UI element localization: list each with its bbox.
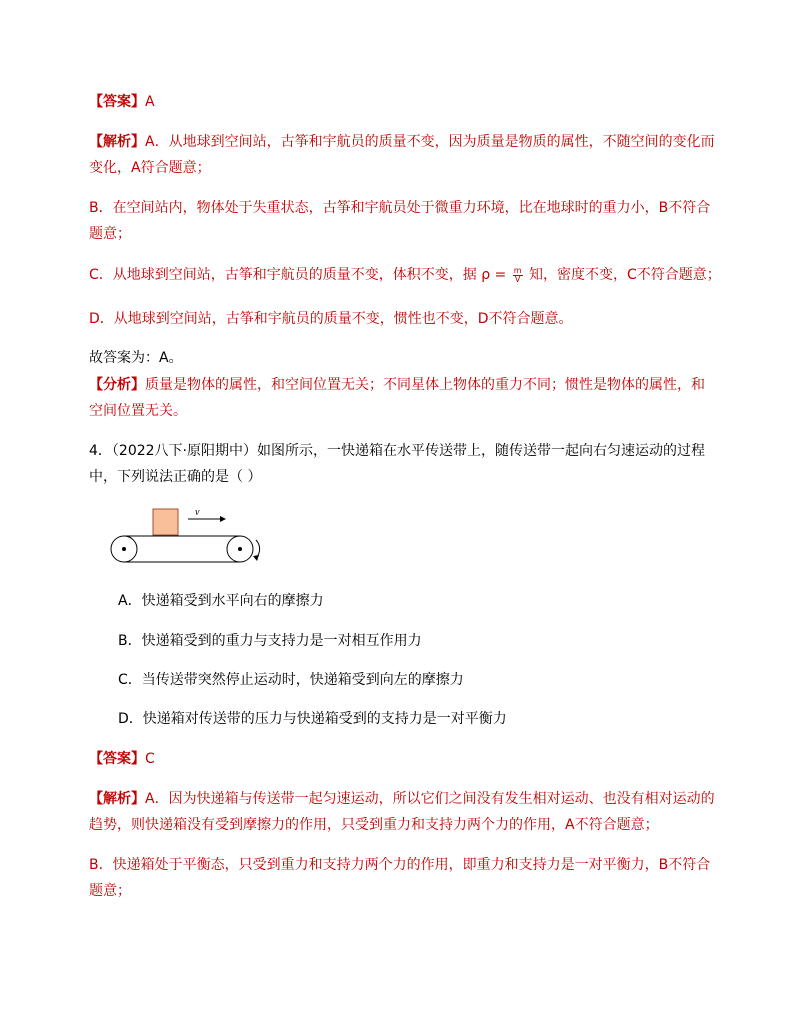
q3-point-line2: 空间位置无关。: [89, 403, 187, 419]
q4-analysis-a-line1: [89, 790, 715, 808]
q4-analysis-b-line2: 题意；: [89, 883, 131, 899]
analysis-c-pre: C．从地球到空间站，古筝和宇航员的质量不变，体积不变，据 ρ =: [89, 267, 511, 283]
answer-label: 【答案】: [89, 94, 145, 110]
velocity-label: v: [195, 507, 200, 518]
analysis-a-text: A．因为快递箱与传送带一起匀速运动，所以它们之间没有发生相对运动、也没有相对运动的: [145, 791, 715, 807]
q4-analysis-b-line1: B．快递箱处于平衡态，只受到重力和支持力两个力的作用，即重力和支持力是一对平衡力，B不符合: [89, 857, 711, 873]
density-formula-fraction: [513, 267, 523, 284]
answer-label: 【答案】: [89, 751, 145, 767]
analysis-c-post: 知，密度不变，C不符合题意；: [524, 267, 721, 283]
q3-analysis-b-line2: 题意；: [89, 226, 131, 242]
answer-value: C: [145, 751, 155, 767]
point-text: 质量是物体的属性，和空间位置无关；不同星体上物体的重力不同；惯性是物体的属性，和: [145, 377, 705, 393]
q3-analysis-c: [89, 266, 721, 284]
q4-answer-line: [89, 750, 155, 768]
analysis-label: 【解析】: [89, 791, 145, 807]
q3-analysis-b-line1: B．在空间站内，物体处于失重状态，古筝和宇航员处于微重力环境，比在地球时的重力小，B不符合: [89, 200, 711, 216]
q4-stem-line1: 4．（2022八下·原阳期中）如图所示，一快递箱在水平传送带上，随传送带一起向右匀速运动的过程: [89, 443, 705, 459]
fraction-numerator: m: [513, 265, 522, 275]
answer-value: A: [145, 94, 155, 110]
right-roller-axle: [238, 547, 242, 551]
fraction-denominator: V: [514, 274, 521, 284]
conveyor-belt-diagram: [110, 505, 270, 567]
point-label: 【分析】: [89, 377, 145, 393]
q3-conclusion: 故答案为：A。: [89, 350, 183, 366]
analysis-a-text: A．从地球到空间站，古筝和宇航员的质量不变，因为质量是物质的属性，不随空间的变化而: [145, 134, 715, 150]
q3-analysis-a-line1: [89, 133, 715, 151]
q3-analysis-a-line2: 变化，A符合题意；: [89, 160, 211, 176]
q3-answer-line: [89, 93, 155, 111]
velocity-arrowhead: [220, 516, 226, 522]
q4-option-c: C．当传送带突然停止运动时，快递箱受到向左的摩擦力: [118, 672, 464, 688]
q4-option-b: B．快递箱受到的重力与支持力是一对相互作用力: [118, 633, 422, 649]
q3-analysis-d: D．从地球到空间站，古筝和宇航员的质量不变，惯性也不变，D不符合题意。: [89, 311, 573, 327]
q4-option-a: A．快递箱受到水平向右的摩擦力: [118, 593, 324, 609]
q3-point-line1: [89, 376, 705, 394]
rotation-arrowhead: [253, 555, 259, 561]
left-roller-axle: [122, 547, 126, 551]
package-box: [153, 509, 178, 535]
q4-option-d: D．快递箱对传送带的压力与快递箱受到的支持力是一对平衡力: [118, 711, 507, 727]
conveyor-belt-figure: [110, 505, 270, 571]
analysis-label: 【解析】: [89, 134, 145, 150]
q4-analysis-a-line2: 趋势，则快递箱没有受到摩擦力的作用，只受到重力和支持力两个力的作用，A不符合题意；: [89, 817, 659, 833]
q4-stem-line2: 中，下列说法正确的是（ ）: [89, 469, 262, 485]
